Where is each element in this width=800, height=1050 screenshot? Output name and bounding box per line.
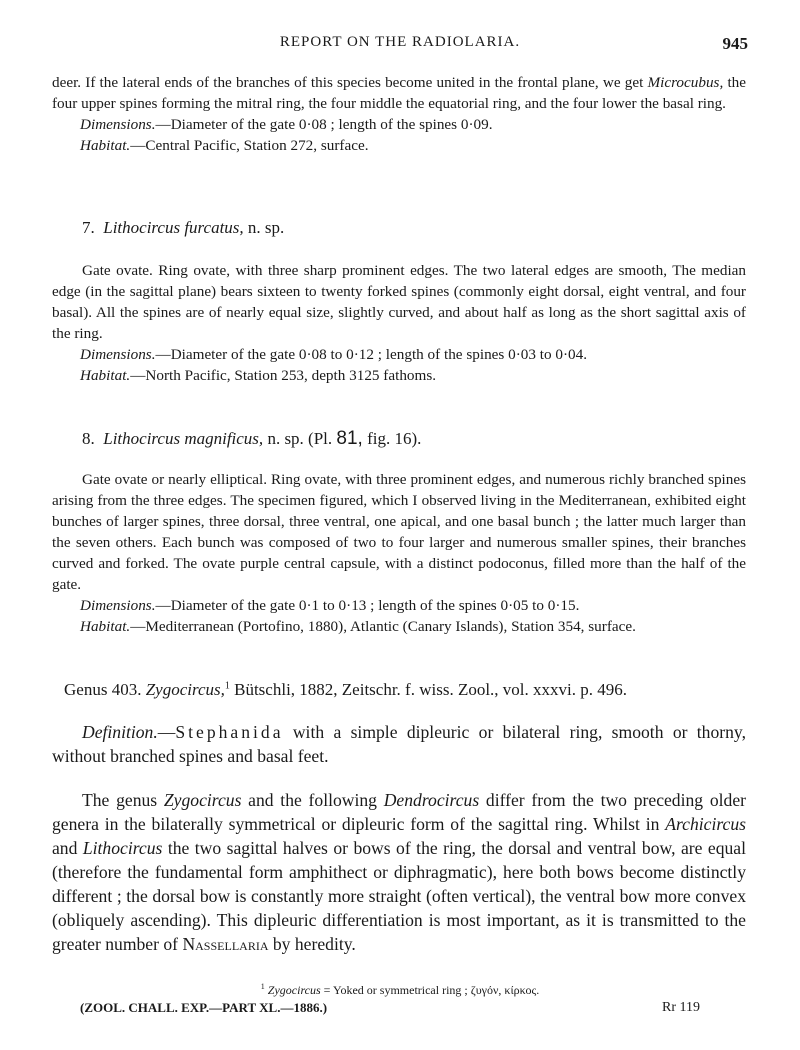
footer-publication: (ZOOL. CHALL. EXP.—PART XL.—1886.): [80, 1000, 328, 1015]
genus-section: [52, 680, 746, 700]
running-header: REPORT ON THE RADIOLARIA.: [279, 34, 521, 50]
species-8-dimensions: Dimensions.—Diameter of the gate 0·1 to 0·13 ; length of the spines 0·05 to 0·15.: [80, 597, 580, 614]
intro-paragraph: deer. If the lateral ends of the branches of this species become united in the frontal plane, we get Microcubus, the four upper spines forming the mitral ring, the four middle the equatorial ring, and the four lower the basal ring.: [52, 74, 746, 112]
intro-section: [52, 72, 746, 156]
species-7-section: [52, 218, 746, 238]
species-7-body: [52, 260, 746, 386]
species-8-description: Gate ovate or nearly elliptical. Ring ovate, with three prominent edges, and numerous richly branched spines arising from the three edges. The specimen figured, which I observed living in the Mediterranean, exhibited eight bunches of larger spines, three dorsal, three ventral, one apical, and one basal bunch ; the latter much larger than the seven others. Each bunch was composed of two to four larger and numerous smaller spines, their branches curved and forked. The ovate purple central capsule, with a distinct podoconus, filled more than the half of the gate.: [52, 471, 746, 593]
species-7-dimensions: Dimensions.—Diameter of the gate 0·08 to 0·12 ; length of the spines 0·03 to 0·04.: [80, 346, 587, 363]
intro-dimensions: Dimensions.—Diameter of the gate 0·08 ; length of the spines 0·09.: [80, 116, 493, 133]
species-8-habitat: Habitat.—Mediterranean (Portofino, 1880), Atlantic (Canary Islands), Station 354, surface.: [80, 618, 636, 635]
footnote: $^1$ Zygocircus = Yoked or symmetrical ring ; ζυγόν, κίρκος.: [260, 982, 540, 997]
genus-definition-block: [52, 720, 746, 768]
species-8-title: 8. Lithocircus magnificus, n. sp. (Pl. 81, fig. 16).: [82, 428, 422, 449]
species-7-title: 7. Lithocircus furcatus, n. sp.: [82, 218, 285, 237]
genus-definition: Definition.—Stephanida with a simple dipleuric or bilateral ring, smooth or thorny, without branched spines and basal feet.: [52, 722, 746, 766]
footnote-reference: 1: [224, 680, 230, 692]
page-number: 945: [722, 34, 748, 53]
species-8-body: [52, 469, 746, 637]
genus-discussion: The genus Zygocircus and the following Dendrocircus differ from the two preceding older genera in the bilaterally symmetrical or dipleuric form of the sagittal ring. Whilst in Archicircus and Lithocircus the two sagittal halves or bows of the ring, the dorsal and ventral bow, are equal (therefore the fundamental form amphithect or diphragmatic), here both bows become distinctly different ; the dorsal bow is constantly more straight (often vertical), the ventral bow more convex (obliquely ascending). This dipleuric differentiation is most important, as it is transmitted to the greater number of Nassellaria by heredity.: [52, 790, 746, 954]
intro-habitat: Habitat.—Central Pacific, Station 272, surface.: [80, 137, 369, 154]
species-7-habitat: Habitat.—North Pacific, Station 253, depth 3125 fathoms.: [80, 367, 437, 384]
genus-heading: Genus 403. Zygocircus,$^1$ Bütschli, 1882, Zeitschr. f. wiss. Zool., vol. xxxvi. p. 496.: [64, 680, 628, 699]
species-7-description: Gate ovate. Ring ovate, with three sharp prominent edges. The two lateral edges are smooth, The median edge (in the sagittal plane) bears sixteen to twenty forked spines (commonly eight dorsal, eight ventral, and four basal). All the spines are of nearly equal size, slightly curved, and about half as long as the short sagittal axis of the ring.: [52, 262, 746, 342]
species-8-section: [52, 428, 746, 450]
genus-discussion-block: [52, 788, 746, 956]
footer-signature: Rr 119: [662, 1000, 700, 1015]
